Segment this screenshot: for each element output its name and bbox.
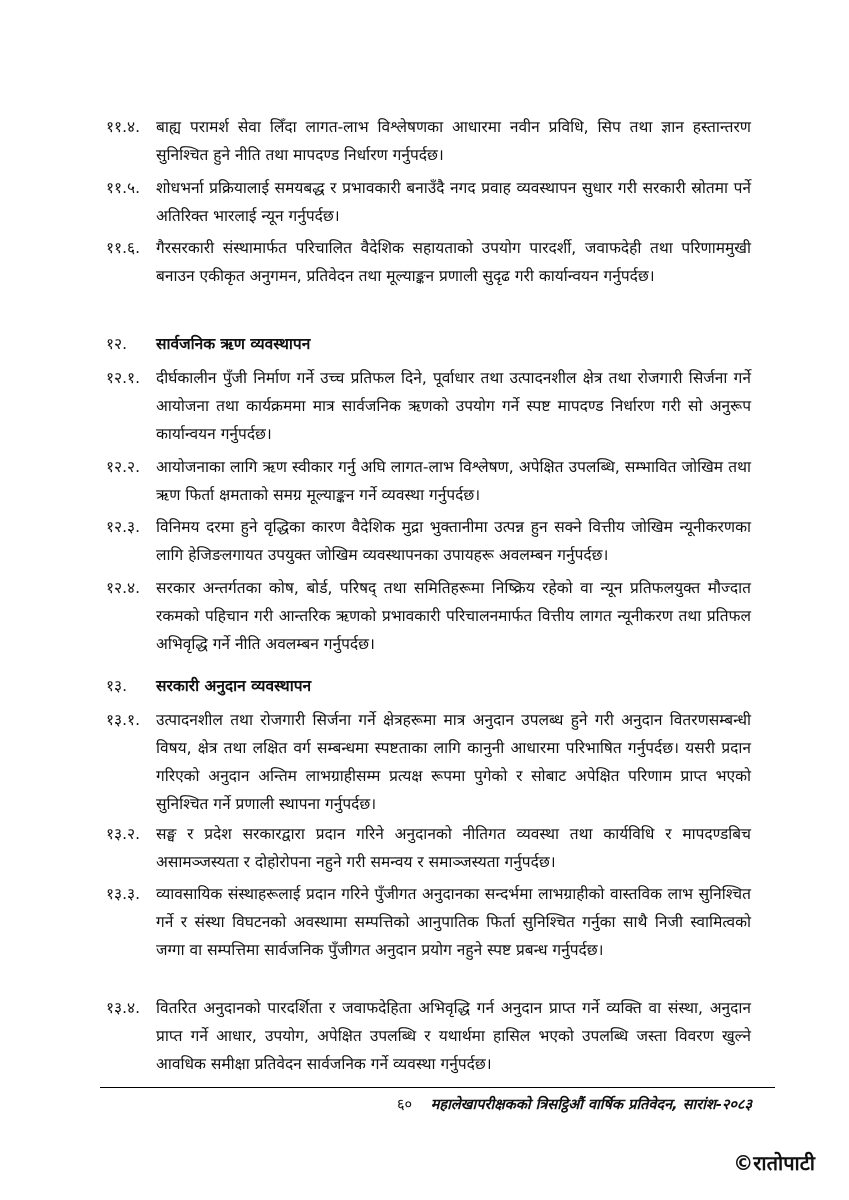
paragraph-text: गैरसरकारी संस्थामार्फत परिचालित वैदेशिक सहायताको उपयोग पारदर्शी, जवाफदेही तथा परिणाममुखी बनाउन एकीकृत अनुगमन, प्रतिवेदन तथा मूल्याङ्कन प्रणाली सुदृढ गरी कार्यान्वयन गर्नुपर्दछ। xyxy=(156,239,751,285)
paragraph-number: १२.१. xyxy=(106,369,141,387)
paragraph-number: ११.५. xyxy=(106,179,141,197)
section-number: १३. xyxy=(106,677,128,695)
paragraph-13-1 xyxy=(106,706,751,818)
paragraph-text: वितरित अनुदानको पारदर्शिता र जवाफदेहिता अभिवृद्धि गर्न अनुदान प्राप्त गर्ने व्यक्ति वा संस्था, अनुदान प्राप्त गर्ने आधार, उपयोग, अपेक्षित उपलब्धि र यथार्थमा हासिल भएको उपलब्धि जस्ता विवरण खुल्ने आवधिक समीक्षा प्रतिवेदन सार्वजनिक गर्ने व्यवस्था गर्नुपर्दछ। xyxy=(156,999,751,1073)
section-heading-13 xyxy=(106,672,751,700)
paragraph-12-4 xyxy=(106,574,751,658)
paragraph-11-4 xyxy=(106,113,751,169)
paragraph-number: १३.२. xyxy=(106,825,141,843)
paragraph-11-5 xyxy=(106,174,751,230)
paragraph-12-1 xyxy=(106,364,751,448)
paragraph-text: उत्पादनशील तथा रोजगारी सिर्जना गर्ने क्षेत्रहरूमा मात्र अनुदान उपलब्ध हुने गरी अनुदान वितरणसम्बन्धी विषय, क्षेत्र तथा लक्षित वर्ग सम्बन्धमा स्पष्टताका लागि कानुनी आधारमा परिभाषित गर्नुपर्दछ। यसरी प्रदान गरिएको अनुदान अन्तिम लाभग्राहीसम्म प्रत्यक्ष रूपमा पुगेको र सोबाट अपेक्षित परिणाम प्राप्त भएको सुनिश्चित गर्ने प्रणाली स्थापना गर्नुपर्दछ। xyxy=(156,711,751,813)
paragraph-number: ११.४. xyxy=(106,118,141,136)
page-footer xyxy=(100,1094,752,1116)
section-title: सार्वजनिक ऋण व्यवस्थापन xyxy=(156,335,311,353)
footer-divider xyxy=(100,1087,775,1088)
paragraph-text: शोधभर्ना प्रक्रियालाई समयबद्ध र प्रभावकारी बनाउँदै नगद प्रवाह व्यवस्थापन सुधार गरी सरकारी स्रोतमा पर्ने अतिरिक्त भारलाई न्यून गर्नुपर्दछ। xyxy=(156,179,751,225)
paragraph-number: १२.३. xyxy=(106,518,141,536)
section-number: १२. xyxy=(106,335,128,353)
paragraph-text: सङ्घ र प्रदेश सरकारद्वारा प्रदान गरिने अनुदानको नीतिगत व्यवस्था तथा कार्यविधि र मापदण्डबिच असामञ्जस्यता र दोहोरोपना नहुने गरी समन्वय र समाञ्जस्यता गर्नुपर्दछ। xyxy=(156,825,751,871)
paragraph-11-6 xyxy=(106,234,751,290)
page-number: ६० xyxy=(397,1097,413,1113)
paragraph-text: सरकार अन्तर्गतका कोष, बोर्ड, परिषद् तथा समितिहरूमा निष्क्रिय रहेको वा न्यून प्रतिफलयुक्त मौज्दात रकमको पहिचान गरी आन्तरिक ऋणको प्रभावकारी परिचालनमार्फत वित्तीय लागत न्यूनीकरण तथा प्रतिफल अभिवृद्धि गर्ने नीति अवलम्बन गर्नुपर्दछ। xyxy=(156,579,751,653)
paragraph-number: १३.१. xyxy=(106,711,141,729)
paragraph-13-2 xyxy=(106,820,751,876)
paragraph-text: विनिमय दरमा हुने वृद्धिका कारण वैदेशिक मुद्रा भुक्तानीमा उत्पन्न हुन सक्ने वित्तीय जोखिम न्यूनीकरणका लागि हेजिङलगायत उपयुक्त जोखिम व्यवस्थापनका उपायहरू अवलम्बन गर्नुपर्दछ। xyxy=(156,518,751,564)
section-heading-12 xyxy=(106,330,751,358)
paragraph-number: १३.४. xyxy=(106,999,141,1017)
section-title: सरकारी अनुदान व्यवस्थापन xyxy=(156,677,312,695)
paragraph-12-2 xyxy=(106,453,751,509)
paragraph-13-4 xyxy=(106,994,751,1078)
paragraph-text: दीर्घकालीन पुँजी निर्माण गर्ने उच्च प्रतिफल दिने, पूर्वाधार तथा उत्पादनशील क्षेत्र तथा रोजगारी सिर्जना गर्ने आयोजना तथा कार्यक्रममा मात्र सार्वजनिक ऋणको उपयोग गर्ने स्पष्ट मापदण्ड निर्धारण गरी सो अनुरूप कार्यान्वयन गर्नुपर्दछ। xyxy=(156,369,751,443)
watermark: ©रातोपाटी xyxy=(733,1151,815,1175)
paragraph-text: आयोजनाका लागि ऋण स्वीकार गर्नु अघि लागत-लाभ विश्लेषण, अपेक्षित उपलब्धि, सम्भावित जोखिम तथा ऋण फिर्ता क्षमताको समग्र मूल्याङ्कन गर्ने व्यवस्था गर्नुपर्दछ। xyxy=(156,458,751,504)
paragraph-text: बाह्य परामर्श सेवा लिँदा लागत-लाभ विश्लेषणका आधारमा नवीन प्रविधि, सिप तथा ज्ञान हस्तान्तरण सुनिश्चित हुने नीति तथा मापदण्ड निर्धारण गर्नुपर्दछ। xyxy=(156,118,751,164)
paragraph-text: व्यावसायिक संस्थाहरूलाई प्रदान गरिने पुँजीगत अनुदानका सन्दर्भमा लाभग्राहीको वास्तविक लाभ सुनिश्चित गर्ने र संस्था विघटनको अवस्थामा सम्पत्तिको आनुपातिक फिर्ता सुनिश्चित गर्नुका साथै निजी स्वामित्वको जग्गा वा सम्पत्तिमा सार्वजनिक पुँजीगत अनुदान प्रयोग नहुने स्पष्ट प्रबन्ध गर्नुपर्दछ। xyxy=(156,885,751,959)
paragraph-number: १३.३. xyxy=(106,885,141,903)
report-title: महालेखापरीक्षकको त्रिसट्ठिऔं वार्षिक प्रतिवेदन, सारांश-२०८३ xyxy=(430,1097,752,1113)
paragraph-number: ११.६. xyxy=(106,239,141,257)
paragraph-number: १२.२. xyxy=(106,458,141,476)
paragraph-13-3 xyxy=(106,880,751,964)
paragraph-12-3 xyxy=(106,513,751,569)
paragraph-number: १२.४. xyxy=(106,579,141,597)
